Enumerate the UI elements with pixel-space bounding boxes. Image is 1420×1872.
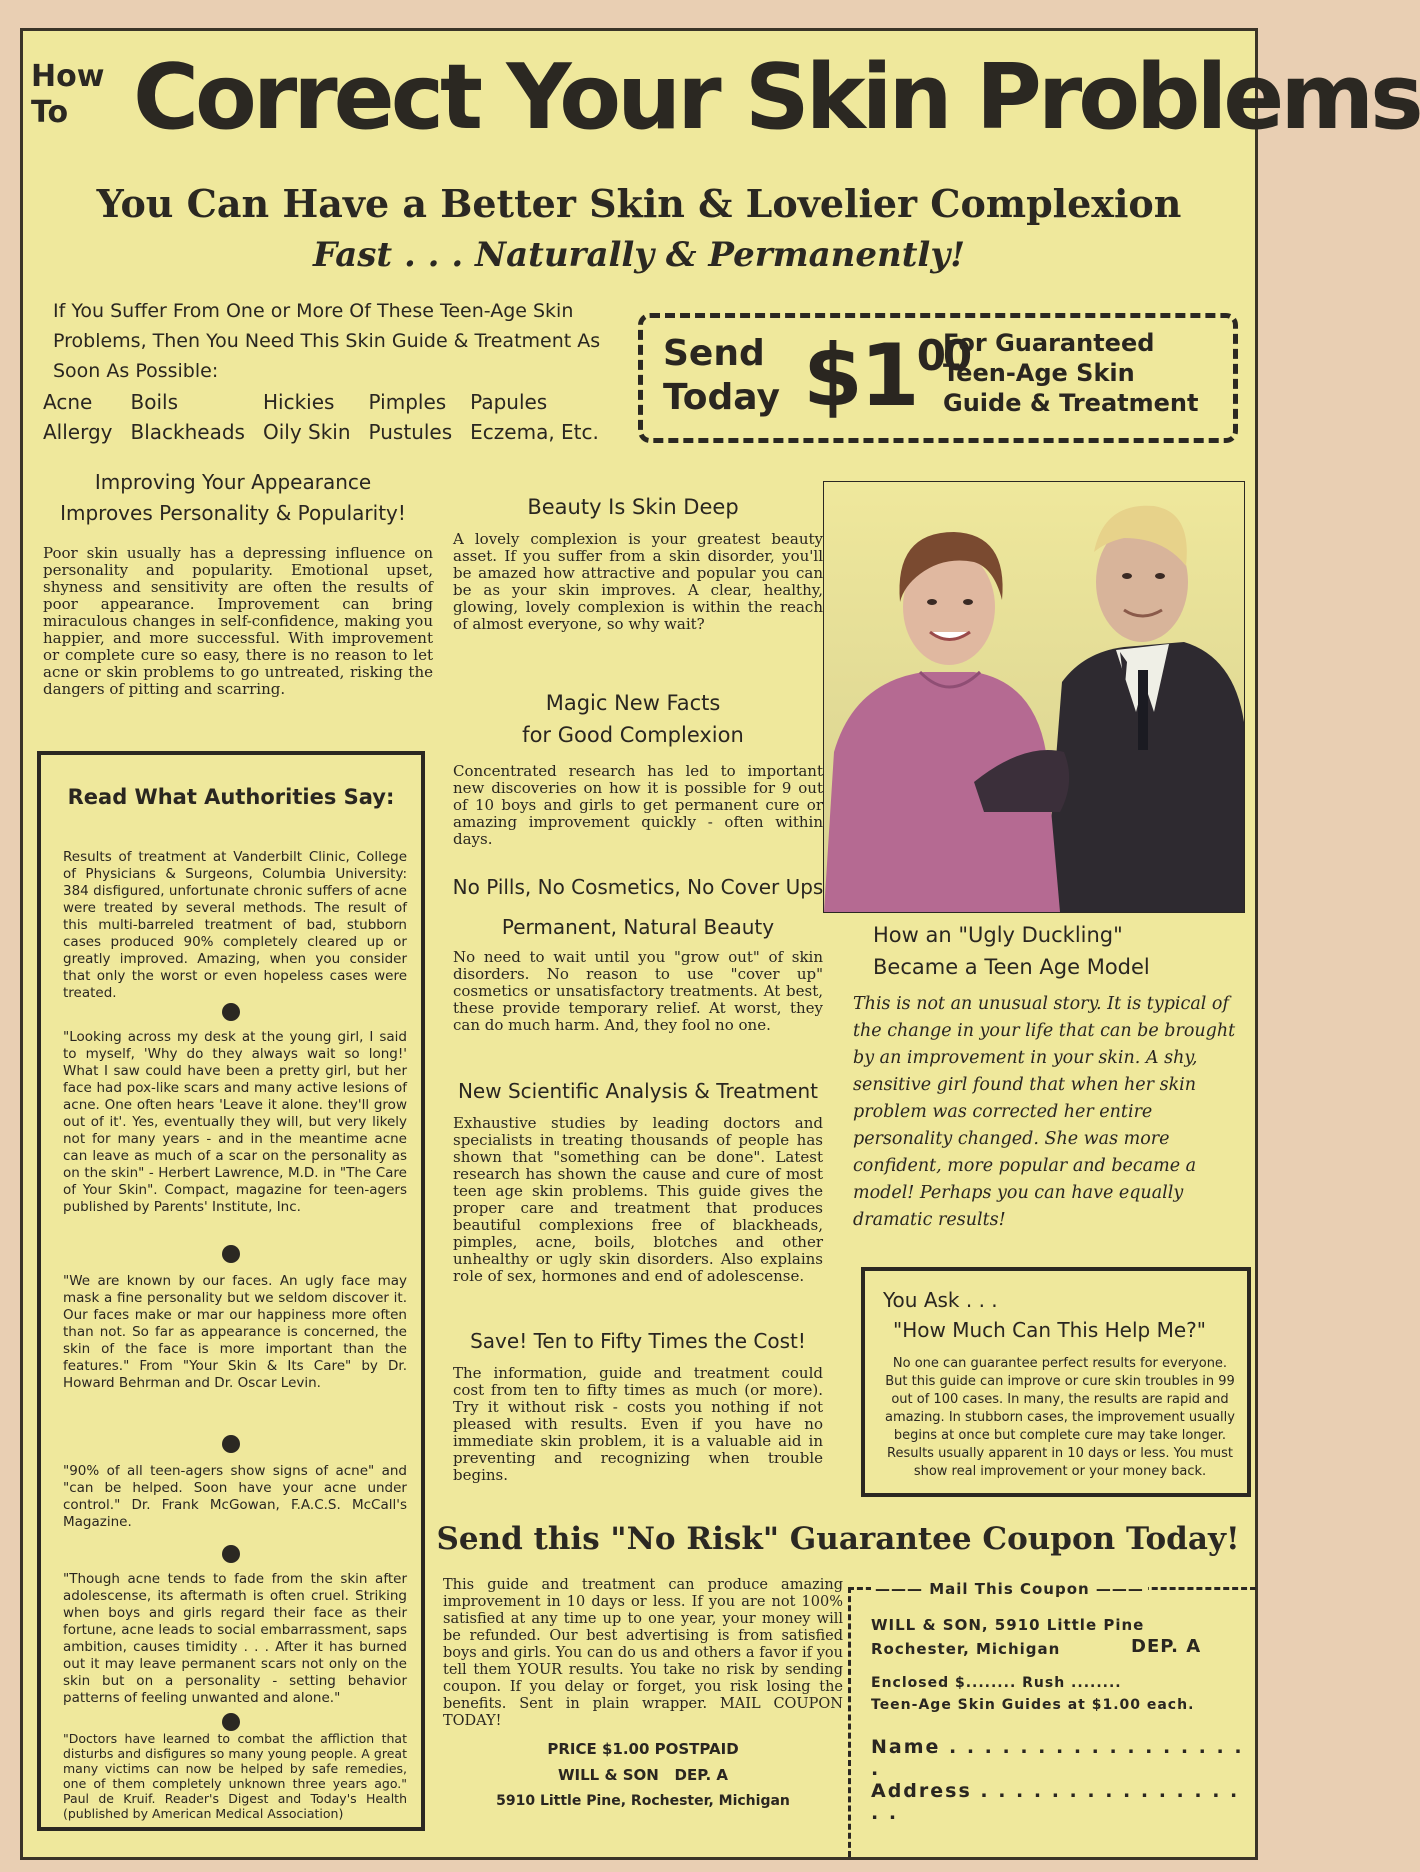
ask-box (861, 1267, 1251, 1497)
company-line: WILL & SON DEP. A (557, 1766, 729, 1784)
bullet-dot (222, 1003, 240, 1021)
appearance-heading: Improving Your Appearance Improves Personality & Popularity! (60, 470, 406, 525)
couple-photo-image (824, 482, 1244, 912)
no-pills-body: No need to wait until you "grow out" of skin disorders. No reason to use "cover up" cosmetics or unsatisfactory treatments. At best, these provide temporary relief. At worst, they can do much harm. And, they fool no one. (453, 948, 823, 1034)
authority-quote: "Though acne tends to fade from the skin after adolescense, its aftermath is often cruel. Striking when boys and girls regard their face as their fortune, acne leads to social embarrassment, saps ambition, causes timidity . . . After it has burned out it may leave permanent scars not only on the skin but on a personality - setting behavior patterns of feeling unwanted and alone." (63, 1571, 407, 1706)
bullet-dot (222, 1545, 240, 1563)
address-line: 5910 Little Pine, Rochester, Michigan (496, 1793, 790, 1809)
problem-item: Hickies (262, 390, 335, 414)
advertisement-page (20, 28, 1420, 1860)
beauty-body: A lovely complexion is your greatest beauty asset. If you suffer from a skin disorder, you'll be amazed how attractive and popular you can be as your skin improves. A clear, healthy, glowing, lovely complexion is within the reach of almost everyone, so why wait? (453, 530, 823, 633)
coupon-company: WILL & SON, 5910 Little Pine (871, 1616, 1145, 1634)
problem-item: Oily Skin (262, 420, 351, 444)
intro-text: If You Suffer From One or More Of These Teen-Age Skin Problems, Then You Need This Skin Guide & Treatment As Soon As Possible: (53, 300, 601, 382)
send-today-box (638, 313, 1238, 443)
subtitle: You Can Have a Better Skin & Lovelier Complexion (96, 181, 1182, 226)
how-to-label: How To (31, 59, 105, 130)
page-title: Correct Your Skin Problems (133, 45, 1420, 150)
send-today-label: Send Today (663, 333, 780, 418)
appearance-body: Poor skin usually has a depressing influence on personality and popularity. Emotional upset, shyness and sensitivity are often the results of poor appearance. Improvement can bring miraculous changes in self-confidence, making you happier, and more successful. With improvement or complete cure so easy, there is no reason to let acne or skin problems to go untreated, risking the dangers of pitting and scarring. (43, 544, 433, 698)
bullet-dot (222, 1435, 240, 1453)
save-heading: Save! Ten to Fifty Times the Cost! (470, 1329, 806, 1353)
tagline: Fast . . . Naturally & Permanently! (312, 235, 966, 275)
problem-item: Allergy (43, 420, 113, 444)
mail-coupon-label: ——— Mail This Coupon ——— (871, 1578, 1148, 1600)
bullet-dot (222, 1713, 240, 1731)
bullet-dot (222, 1245, 240, 1263)
price-label: $\$1^{00}$ (803, 326, 970, 426)
mail-coupon[interactable] (848, 1580, 1256, 1857)
authority-quote: "90% of all teen-agers show signs of acne" and "can be helped. Soon have your acne under control." Dr. Frank McGowan, F.A.C.S. McCall's Magazine. (63, 1463, 407, 1530)
problem-item: Pimples (368, 390, 447, 414)
coupon-city: Rochester, Michigan (871, 1640, 1061, 1658)
authority-quote: "Doctors have learned to combat the affliction that disturbs and disfigures so many young people. A great many victims can now be helped by safe remedies, one of them completely unknown three years ago." Paul de Kruif. Reader's Digest and Today's Health (published by American Medical Association) (63, 1731, 407, 1821)
couple-photo (823, 481, 1245, 913)
ask-body: No one can guarantee perfect results for everyone. But this guide can improve or cure skin troubles in 99 out of 100 cases. In many, the results are rapid and amazing. In stubborn cases, the improvement usually begins at once but complete cure may take longer. Results usually apparent in 10 days or less. You must show real improvement or your money back. (885, 1356, 1235, 1479)
authorities-box (37, 751, 425, 1831)
address-field[interactable]: Address . . . . . . . . . . . . . . . . . (871, 1780, 1240, 1824)
authority-quote: "Looking across my desk at the young girl, I said to myself, 'Why do they always wait so long!' What I saw could have been a pretty girl, but her face had pox-like scars and many active lesions of acne. One often hears 'Leave it alone. they'll grow out of it'. Yes, eventually they will, but very likely not for many years - and in the meantime acne can leave as much of a scar on the personality as on the skin" - Herbert Lawrence, M.D. in "The Care of Your Skin". Compact, magazine for teen-agers published by Parents' Institute, Inc. (63, 1029, 407, 1215)
guarantee-text: For Guaranteed Teen-Age Skin Guide & Treatment (943, 329, 1199, 417)
problem-item: Eczema, Etc. (470, 420, 599, 444)
authority-quote: "We are known by our faces. An ugly face may mask a fine personality but we seldom discover it. Our faces make or mar our happiness more often than not. So far as appearance is concerned, the skin of the face is more important than the features." From "Your Skin & Its Care" by Dr. Howard Behrman and Dr. Oscar Levin. (63, 1273, 407, 1391)
problems-list (43, 387, 643, 447)
duckling-body: This is not an unusual story. It is typical of the change in your life that can be brought by an improvement in your skin. A shy, sensitive girl found that when her skin problem was corrected her entire personality changed. She was more confident, more popular and became a model! Perhaps you can have equally dramatic results! (853, 994, 1236, 1230)
science-heading: New Scientific Analysis & Treatment (457, 1079, 819, 1103)
enclosed-field[interactable]: Enclosed $........ Rush ........ (871, 1675, 1122, 1691)
guides-line: Teen-Age Skin Guides at $1.00 each. (871, 1697, 1195, 1713)
name-field[interactable]: Name . . . . . . . . . . . . . . . . . . (871, 1736, 1244, 1780)
magic-heading: Magic New Facts for Good Complexion (522, 691, 744, 747)
save-body: The information, guide and treatment could cost from ten to fifty times as much (or more). Try it without risk - costs you nothing if not pleased with results. Even if you have no immediate skin problem, it is a valuable aid in preventing and recognizing when trouble begins. (453, 1364, 823, 1484)
coupon-dept: DEP. A (1131, 1636, 1202, 1657)
problem-item: Blackheads (130, 420, 245, 444)
problem-item: Pustules (368, 420, 453, 444)
authority-quote: Results of treatment at Vanderbilt Clinic, College of Physicians & Surgeons, Columbia University: 384 disfigured, unfortunate chronic suffers of acne were treated by several methods. The result of this multi-barreled treatment of bad, stubborn cases produced 90% completely cleared up or greatly improved. Amazing, when you consider that only the worst or even hopeless cases were treated. (63, 849, 407, 1001)
beauty-heading: Beauty Is Skin Deep (527, 495, 739, 519)
duckling-heading: How an "Ugly Duckling" Became a Teen Age Model (873, 923, 1150, 979)
authorities-title: Read What Authorities Say: (67, 785, 395, 809)
ask-heading: You Ask . . . "How Much Can This Help Me?" (883, 1288, 1206, 1342)
problem-item: Papules (470, 390, 548, 414)
coupon-text: This guide and treatment can produce amazing improvement in 10 days or less. If you are not 100% satisfied at any time up to one year, your money will be refunded. Our best advertising is from satisfied boys and girls. You can do us and others a favor if you tell them YOUR results. You take no risk by sending coupon. If you delay or forget, you risk losing the benefits. Sent in plain wrapper. MAIL COUPON TODAY! PRICE $1.00 POSTPAID WILL & SON DEP. A 5910 Little Pine, Rochester, Michigan (443, 1577, 843, 1814)
price-line: PRICE $1.00 POSTPAID (547, 1740, 739, 1758)
problem-item: Acne (43, 390, 93, 414)
coupon-heading: Send this "No Risk" Guarantee Coupon Today! (436, 1521, 1240, 1557)
magic-body: Concentrated research has led to important new discoveries on how it is possible for 9 out of 10 boys and girls to get permanent cure or amazing improvement quickly - often within days. (453, 762, 823, 848)
problem-item: Boils (130, 390, 179, 414)
science-body: Exhaustive studies by leading doctors and specialists in treating thousands of people has shown that "something can be done". Latest research has shown the cause and cure of most teen age skin problems. This guide gives the proper care and treatment that produces beautiful complexions free of blackheads, pimples, acne, boils, blotches and other unhealthy or ugly skin disorders. Also explains role of sex, hormones and end of adolescense. (453, 1114, 823, 1285)
no-pills-heading: No Pills, No Cosmetics, No Cover Ups Permanent, Natural Beauty (452, 875, 824, 939)
